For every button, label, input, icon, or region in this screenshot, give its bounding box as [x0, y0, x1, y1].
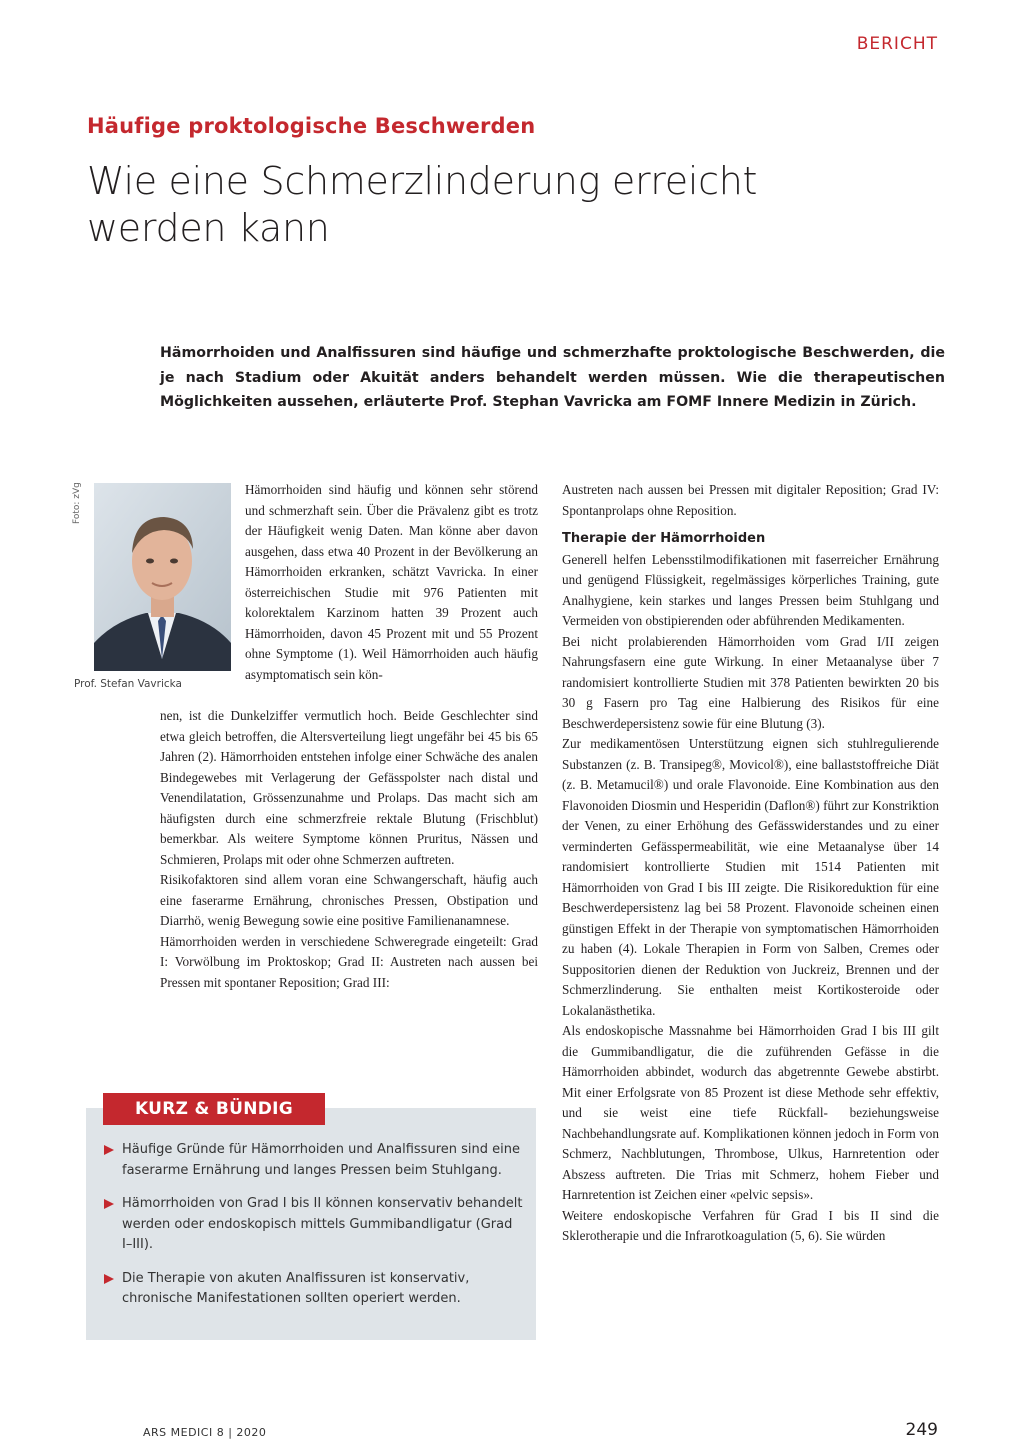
- photo-caption: Prof. Stefan Vavricka: [74, 678, 182, 690]
- column-1-body: [160, 706, 538, 993]
- summary-item: [104, 1194, 524, 1256]
- photo-credit: Foto: zVg: [72, 482, 82, 524]
- section-label: BERICHT: [856, 34, 938, 54]
- column-2: [562, 480, 939, 1247]
- paragraph: Risikofaktoren sind allem voran eine Schwangerschaft, häufig auch eine faserarme Ernährung, chronisches Pressen, Obstipation und Diarrhö, wenig Bewegung sowie eine positive Familienanamnese.: [160, 872, 538, 928]
- paragraph: Hämorrhoiden werden in verschiedene Schweregrade eingeteilt: Grad I: Vorwölbung im Proktoskop; Grad II: Austreten nach aussen bei Pressen mit spontaner Reposition; Grad III:: [160, 933, 538, 990]
- author-photo: [94, 483, 231, 671]
- summary-list: [104, 1140, 524, 1323]
- page-number: 249: [905, 1420, 938, 1440]
- summary-item-text: Die Therapie von akuten Analfissuren ist konservativ, chronische Manifestationen sollten operiert werden.: [122, 1270, 470, 1306]
- bullet-triangle-icon: [104, 1199, 114, 1209]
- paragraph: Generell helfen Lebensstilmodifikationen mit faserreicher Ernährung und genügend Flüssigkeit, regelmässiges körperliches Training, gute Analhygiene, kein starkes und langes Pressen beim Stuhlgang und Vermeiden von obstipierenden oder abführenden Medikamenten.: [562, 551, 939, 628]
- summary-item-text: Häufige Gründe für Hämorrhoiden und Analfissuren sind eine faserarme Ernährung und langes Pressen beim Stuhlgang.: [122, 1142, 520, 1178]
- journal-footer: ARS MEDICI 8 | 2020: [143, 1426, 267, 1439]
- paragraph: Zur medikamentösen Unterstützung eignen sich stuhlregulierende Substanzen (z. B. Transipeg®, Movicol®), eine ballaststoffreiche Diät (z. B. Metamucil®) und orale Flavonoide. Eine Kombination aus den Flavonoiden Diosmin und Hesperidin (Daflon®) führt zur Konstriktion der Venen, zu einer Erhöhung des Gefässwiderstandes und zu einer verminderten Gefässpermeabilität, wie eine Metaanalyse über 14 randomisiert kontrollierte Studien mit 1514 Patienten mit Hämorrhoiden von Grad I bis III zeigte. Die Risikoreduktion für eine Beschwerdepersistenz lag bei 58 Prozent. Flavonoide scheinen einen günstigen Effekt in der Therapie von symptomatischen Hämorrhoiden zu haben (4). Lokale Therapien in Form von Salben, Cremes oder Suppositorien dienen der Reduktion von Juckreiz, Brennen und der Schmerzlinderung. Sie enthalten meist Kortikosteroide oder Lokalanästhetika.: [562, 736, 939, 1018]
- summary-box-title: KURZ & BÜNDIG: [103, 1093, 325, 1125]
- paragraph: nen, ist die Dunkelziffer vermutlich hoch. Beide Geschlechter sind etwa gleich betroffen, die Altersverteilung liegt ungefähr bei 45 bis 65 Jahren (2). Hämorrhoiden entstehen infolge einer Schwäche des analen Bindegewebes mit Verlagerung der Gefässpolster nach distal und Venendilatation, Grössenzunahme und Prolaps. Das macht sich am häufigsten durch eine schmerzfreie rektale Blutung (Frischblut) bemerkbar. Als weitere Symptome können Pruritus, Nässen und Schmieren, Prolaps mit oder ohne Schmerzen auftreten.: [160, 708, 538, 867]
- title-line-2: werden kann: [87, 206, 330, 250]
- paragraph: Bei nicht prolabierenden Hämorrhoiden vom Grad I/II zeigen Nahrungsfasern eine gute Wirkung. In einer Metaanalyse über 7 randomisiert kontrollierte Studien mit 378 Patienten bewirkten 20 bis 30 g Fasern pro Tag eine Halbierung des Risikos für eine Beschwerdepersistenz sowie für eine Blutung (3).: [562, 633, 939, 731]
- article-kicker: Häufige proktologische Beschwerden: [87, 114, 536, 138]
- column-1-intro: [245, 480, 538, 685]
- bullet-triangle-icon: [104, 1274, 114, 1284]
- title-line-1: Wie eine Schmerzlinderung erreicht: [87, 159, 758, 203]
- summary-item: [104, 1140, 524, 1181]
- paragraph: Austreten nach aussen bei Pressen mit digitaler Reposition; Grad IV: Spontanprolaps ohne Reposition.: [562, 482, 939, 518]
- article-title: [87, 158, 887, 252]
- summary-item: [104, 1269, 524, 1310]
- bullet-triangle-icon: [104, 1145, 114, 1155]
- paragraph: Weitere endoskopische Verfahren für Grad I bis II sind die Sklerotherapie und die Infrarotkoagulation (5, 6). Sie würden: [562, 1207, 939, 1243]
- summary-item-text: Hämorrhoiden von Grad I bis II können konservativ behandelt werden oder endoskopisch mittels Gummibandligatur (Grad I–III).: [122, 1196, 523, 1252]
- paragraph: Hämorrhoiden sind häufig und können sehr störend und schmerzhaft sein. Über die Prävalenz gibt es trotz der Häufigkeit wenig Daten. Man könne aber davon ausgehen, dass etwa 40 Prozent in der Bevölkerung an Hämorrhoiden erkranken, schätzt Vavricka. In einer österreichischen Studie mit 976 Patienten mit kolorektalem Karzinom hatten 39 Prozent auch Hämorrhoiden, davon 45 Prozent mit und 55 Prozent ohne Symptome (1). Weil Hämorrhoiden auch häufig asymptomatisch sein kön-: [245, 482, 538, 682]
- paragraph: Als endoskopische Massnahme bei Hämorrhoiden Grad I bis III gilt die Gummibandligatur, die die zuführenden Gefässe in die Hämorrhoiden abbindet, wodurch das abgetrennte Gewebe abstirbt. Mit einer Erfolgsrate von 85 Prozent ist diese Methode sehr effektiv, und sie weist eine tiefe Rückfall- beziehungsweise Nachbehandlungsrate auf. Komplikationen können jedoch in Form von Schmerz, Nachblutungen, Thrombose, Ulkus, Harnretention oder Abszess auftreten. Die Trias mit Schmerz, hohem Fieber und Harnretention ist Zeichen einer «pelvic sepsis».: [562, 1023, 939, 1202]
- subheading: Therapie der Hämorrhoiden: [562, 531, 766, 546]
- lead-paragraph: Hämorrhoiden und Analfissuren sind häufige und schmerzhafte proktologische Beschwerden, die je nach Stadium oder Akuität anders behandelt werden müssen. Wie die therapeutischen Möglichkeiten aussehen, erläuterte Prof. Stephan Vavricka am FOMF Innere Medizin in Zürich.: [160, 345, 945, 410]
